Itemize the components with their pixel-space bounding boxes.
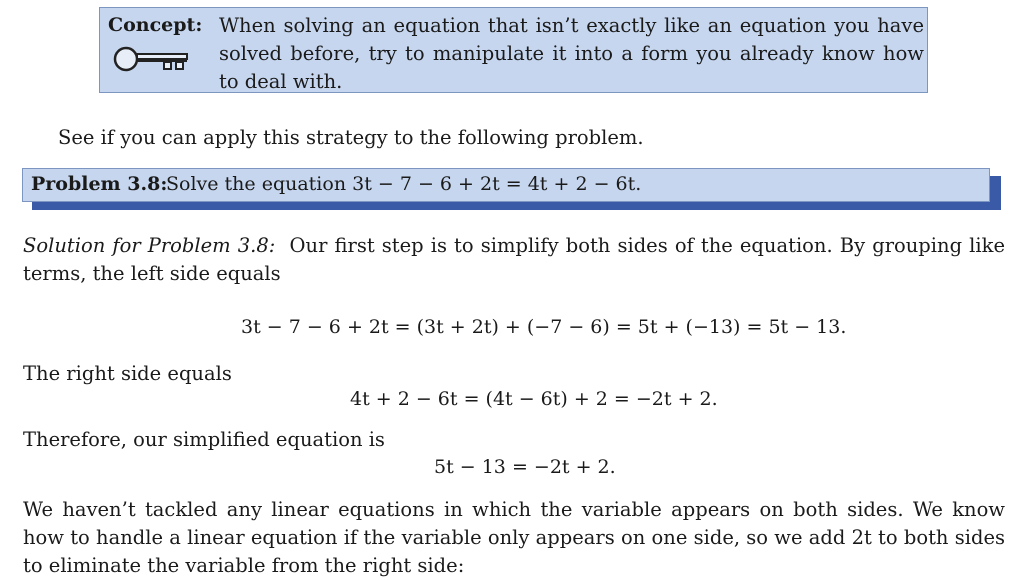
equation-right-side: 4t + 2 − 6t = (4t − 6t) + 2 = −2t + 2. <box>350 388 718 410</box>
solution-text: Our first step is to simplify both sides of the equation. By grouping like terms, the left side equals <box>23 234 1005 285</box>
solution-paragraph <box>23 232 1005 288</box>
therefore-text: Therefore, our simplified equation is <box>23 428 385 451</box>
problem-box-shadow <box>32 202 1001 210</box>
problem-box-shadow-right <box>990 176 1001 210</box>
final-paragraph: We haven’t tackled any linear equations in which the variable appears on both sides. We know how to handle a linear equation if the variable only appears on one side, so we add 2t to both sides to eliminate the variable from the right side: <box>23 498 1005 577</box>
problem-box <box>22 168 990 202</box>
simplified-equation: 5t − 13 = −2t + 2. <box>434 456 616 478</box>
equation-left-side: 3t − 7 − 6 + 2t = (3t + 2t) + (−7 − 6) = 5t + (−13) = 5t − 13. <box>241 316 847 338</box>
solution-label: Solution for Problem 3.8: <box>23 234 276 257</box>
key-icon <box>112 44 192 74</box>
problem-text: Solve the equation 3t − 7 − 6 + 2t = 4t + 2 − 6t. <box>166 173 642 195</box>
concept-text: When solving an equation that isn’t exactly like an equation you have solved before, try to manipulate it into a form you already know how to deal with. <box>219 14 924 93</box>
intro-text: See if you can apply this strategy to the following problem. <box>58 126 644 149</box>
problem-label: Problem 3.8: <box>31 173 168 195</box>
concept-box <box>99 7 928 93</box>
concept-label: Concept: <box>108 14 203 36</box>
right-side-text: The right side equals <box>23 362 232 385</box>
